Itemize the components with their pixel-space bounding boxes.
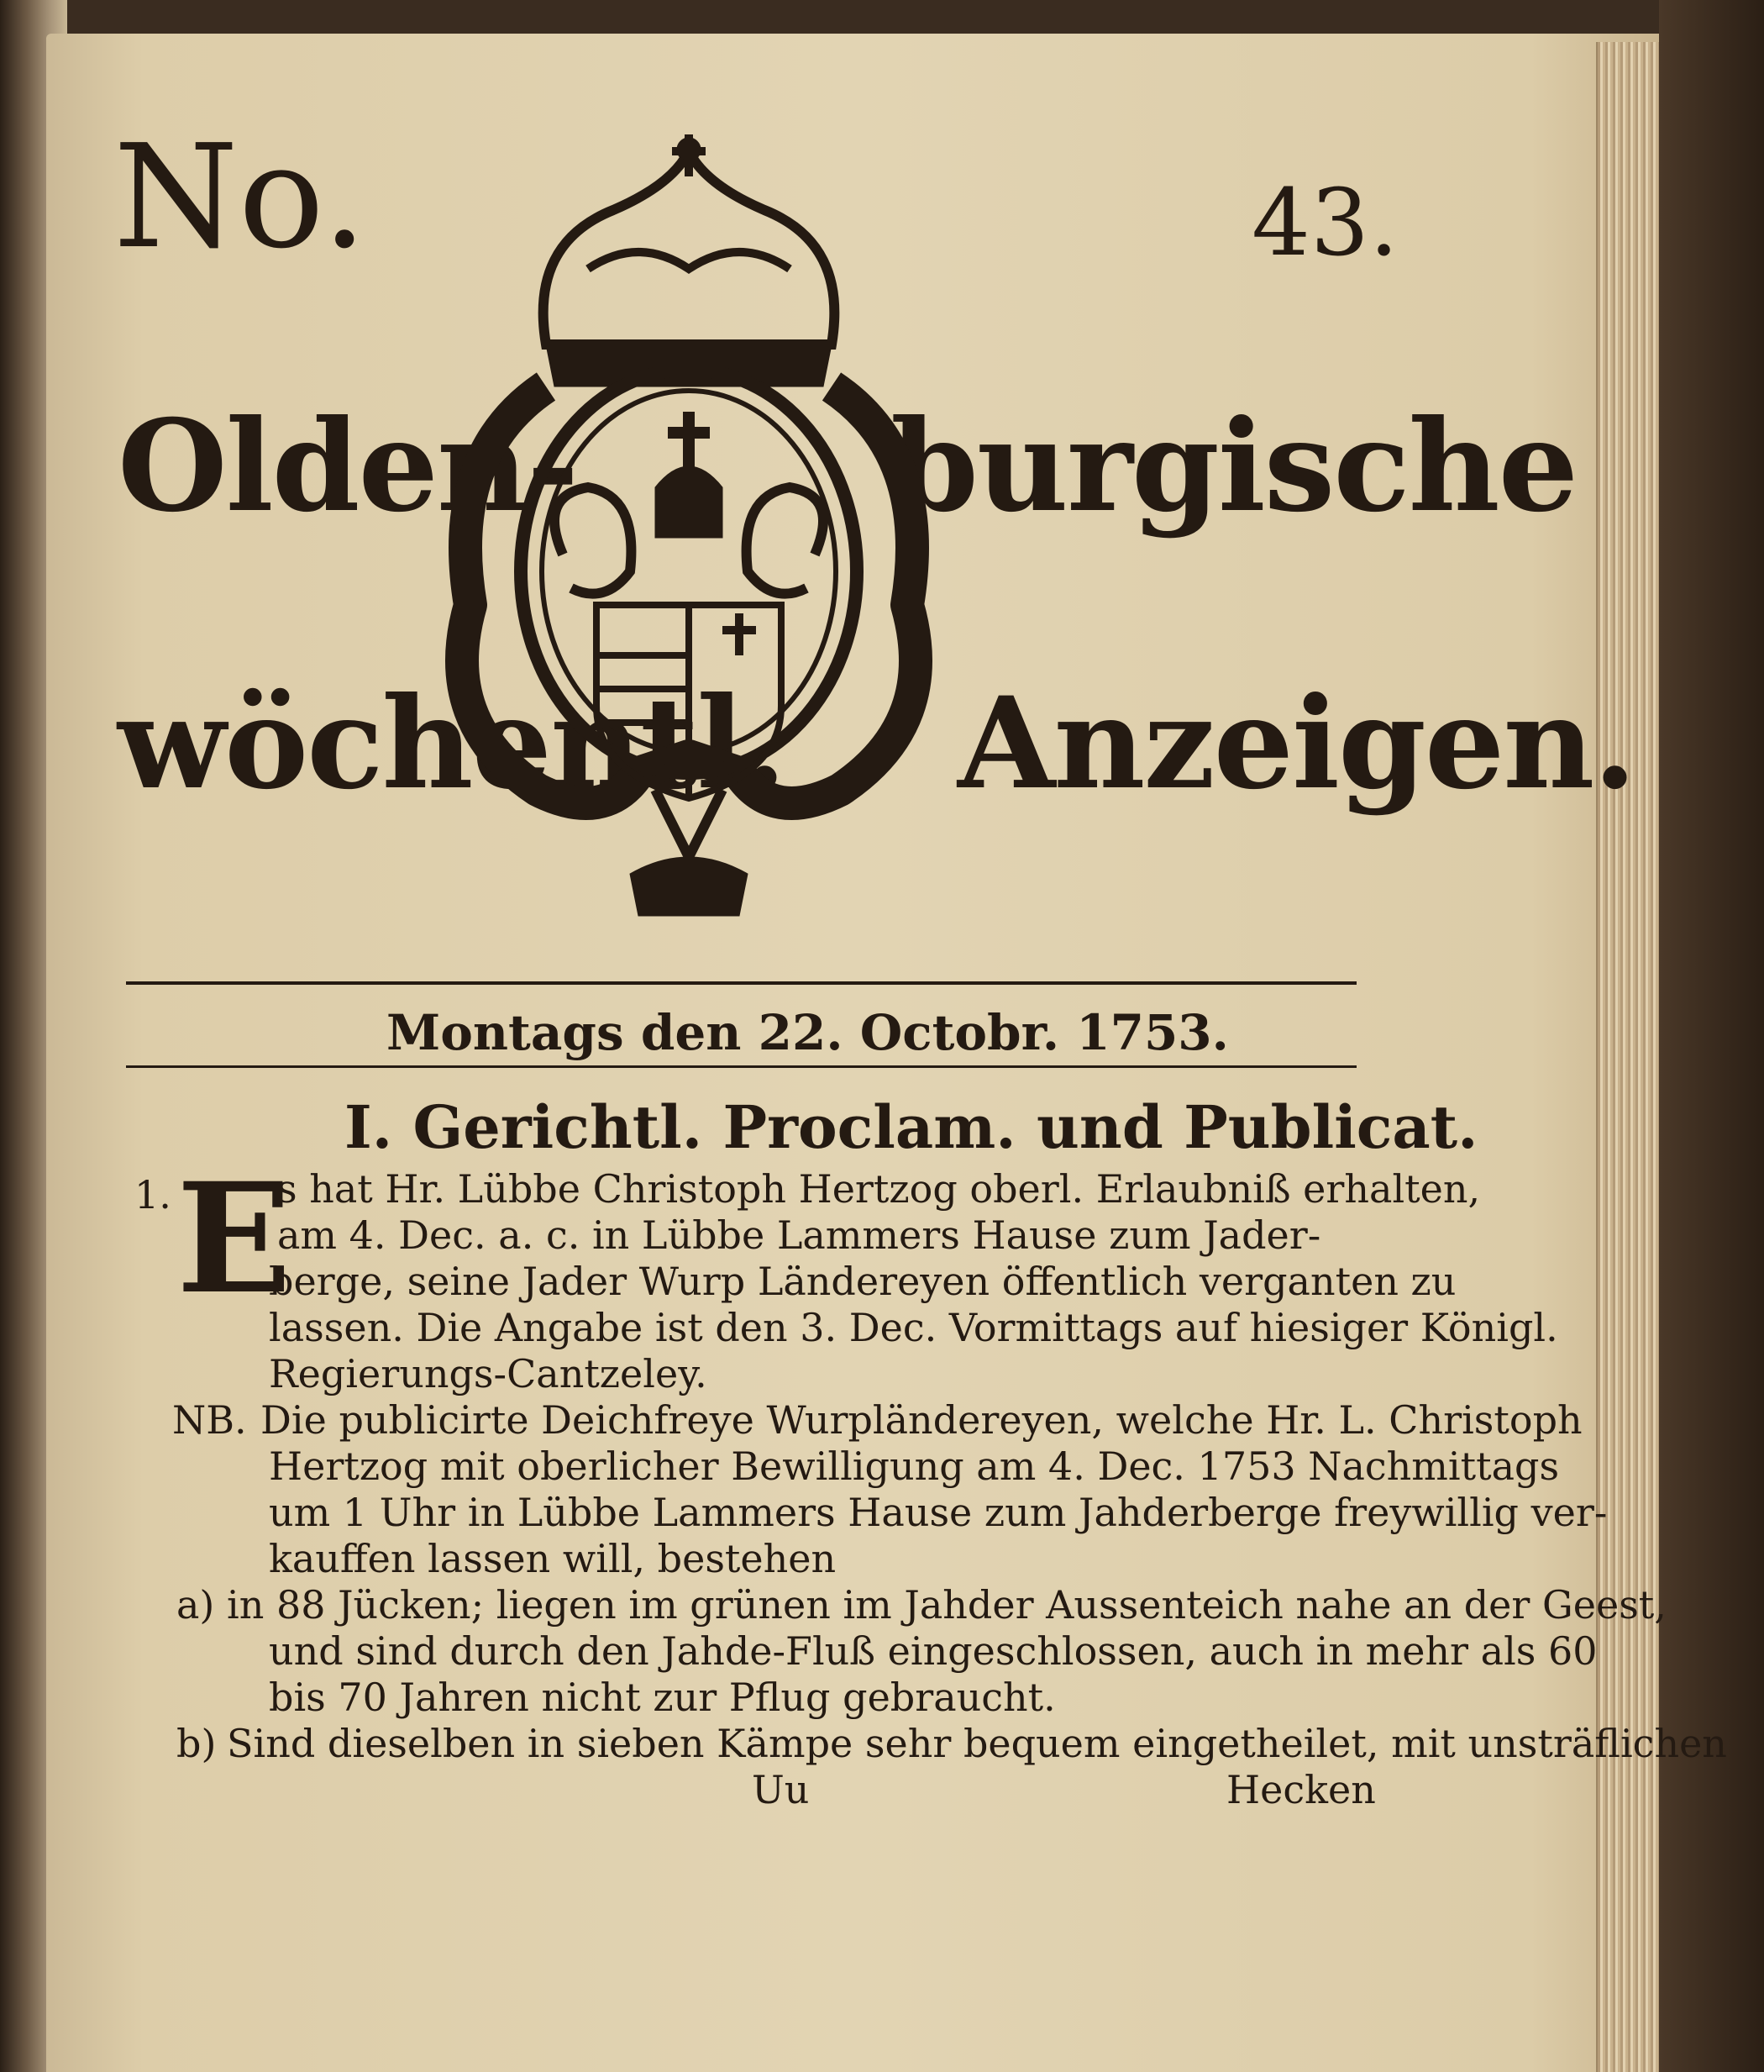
entry-line: s hat Hr. Lübbe Christoph Hertzog oberl. Erlaubniß erhalten,: [277, 1166, 1481, 1212]
rule-top: [126, 981, 1357, 985]
page-edges: [1596, 42, 1663, 2072]
coat-of-arms-icon: [420, 134, 958, 941]
item-a-line: bis 70 Jahren nicht zur Pflug gebraucht.: [269, 1675, 1056, 1720]
item-a-line: in 88 Jücken; liegen im grünen im Jahder Aussenteich nahe an der Geest,: [227, 1582, 1667, 1628]
issue-label: No.: [113, 114, 368, 281]
nb-line: kauffen lassen will, bestehen: [269, 1536, 837, 1581]
title-part-4: Anzeigen.: [958, 670, 1635, 818]
title-part-2: burgische: [890, 392, 1578, 540]
issue-number: 43.: [1252, 169, 1399, 276]
nb-line: Die publicirte Deichfreye Wurpländereyen, welche Hr. L. Christoph: [260, 1397, 1583, 1443]
signature-mark: Uu: [752, 1767, 810, 1812]
dateline: Montags den 22. Octobr. 1753.: [386, 1004, 1229, 1061]
item-b-label: b): [176, 1721, 217, 1766]
title-part-1: Olden-: [118, 392, 578, 540]
entry-line: am 4. Dec. a. c. in Lübbe Lammers Hause zum Jader-: [277, 1212, 1321, 1258]
item-a-line: und sind durch den Jahde-Fluß eingeschlossen, auch in mehr als 60: [269, 1628, 1598, 1674]
entry-line: lassen. Die Angabe ist den 3. Dec. Vormittags auf hiesiger Königl.: [269, 1305, 1558, 1350]
catchword: Hecken: [1226, 1767, 1376, 1812]
nb-line: Hertzog mit oberlicher Bewilligung am 4. Dec. 1753 Nachmittags: [269, 1444, 1560, 1489]
dropcap: E: [176, 1150, 292, 1328]
nb-line: um 1 Uhr in Lübbe Lammers Hause zum Jahderberge freywillig ver-: [269, 1490, 1608, 1535]
item-a-label: a): [176, 1582, 215, 1628]
rule-bottom: [126, 1065, 1357, 1068]
title-part-3: wöchentl.: [118, 670, 785, 818]
entry-number: 1.: [134, 1172, 171, 1217]
entry-line: berge, seine Jader Wurp Ländereyen öffentlich verganten zu: [269, 1259, 1457, 1304]
item-b-line: Sind dieselben in sieben Kämpe sehr bequem eingetheilet, mit unsträflichen: [227, 1721, 1727, 1766]
entry-line: Regierungs-Cantzeley.: [269, 1351, 707, 1396]
nb-label: NB.: [172, 1397, 247, 1443]
section-heading: I. Gerichtl. Proclam. und Publicat.: [344, 1092, 1478, 1162]
